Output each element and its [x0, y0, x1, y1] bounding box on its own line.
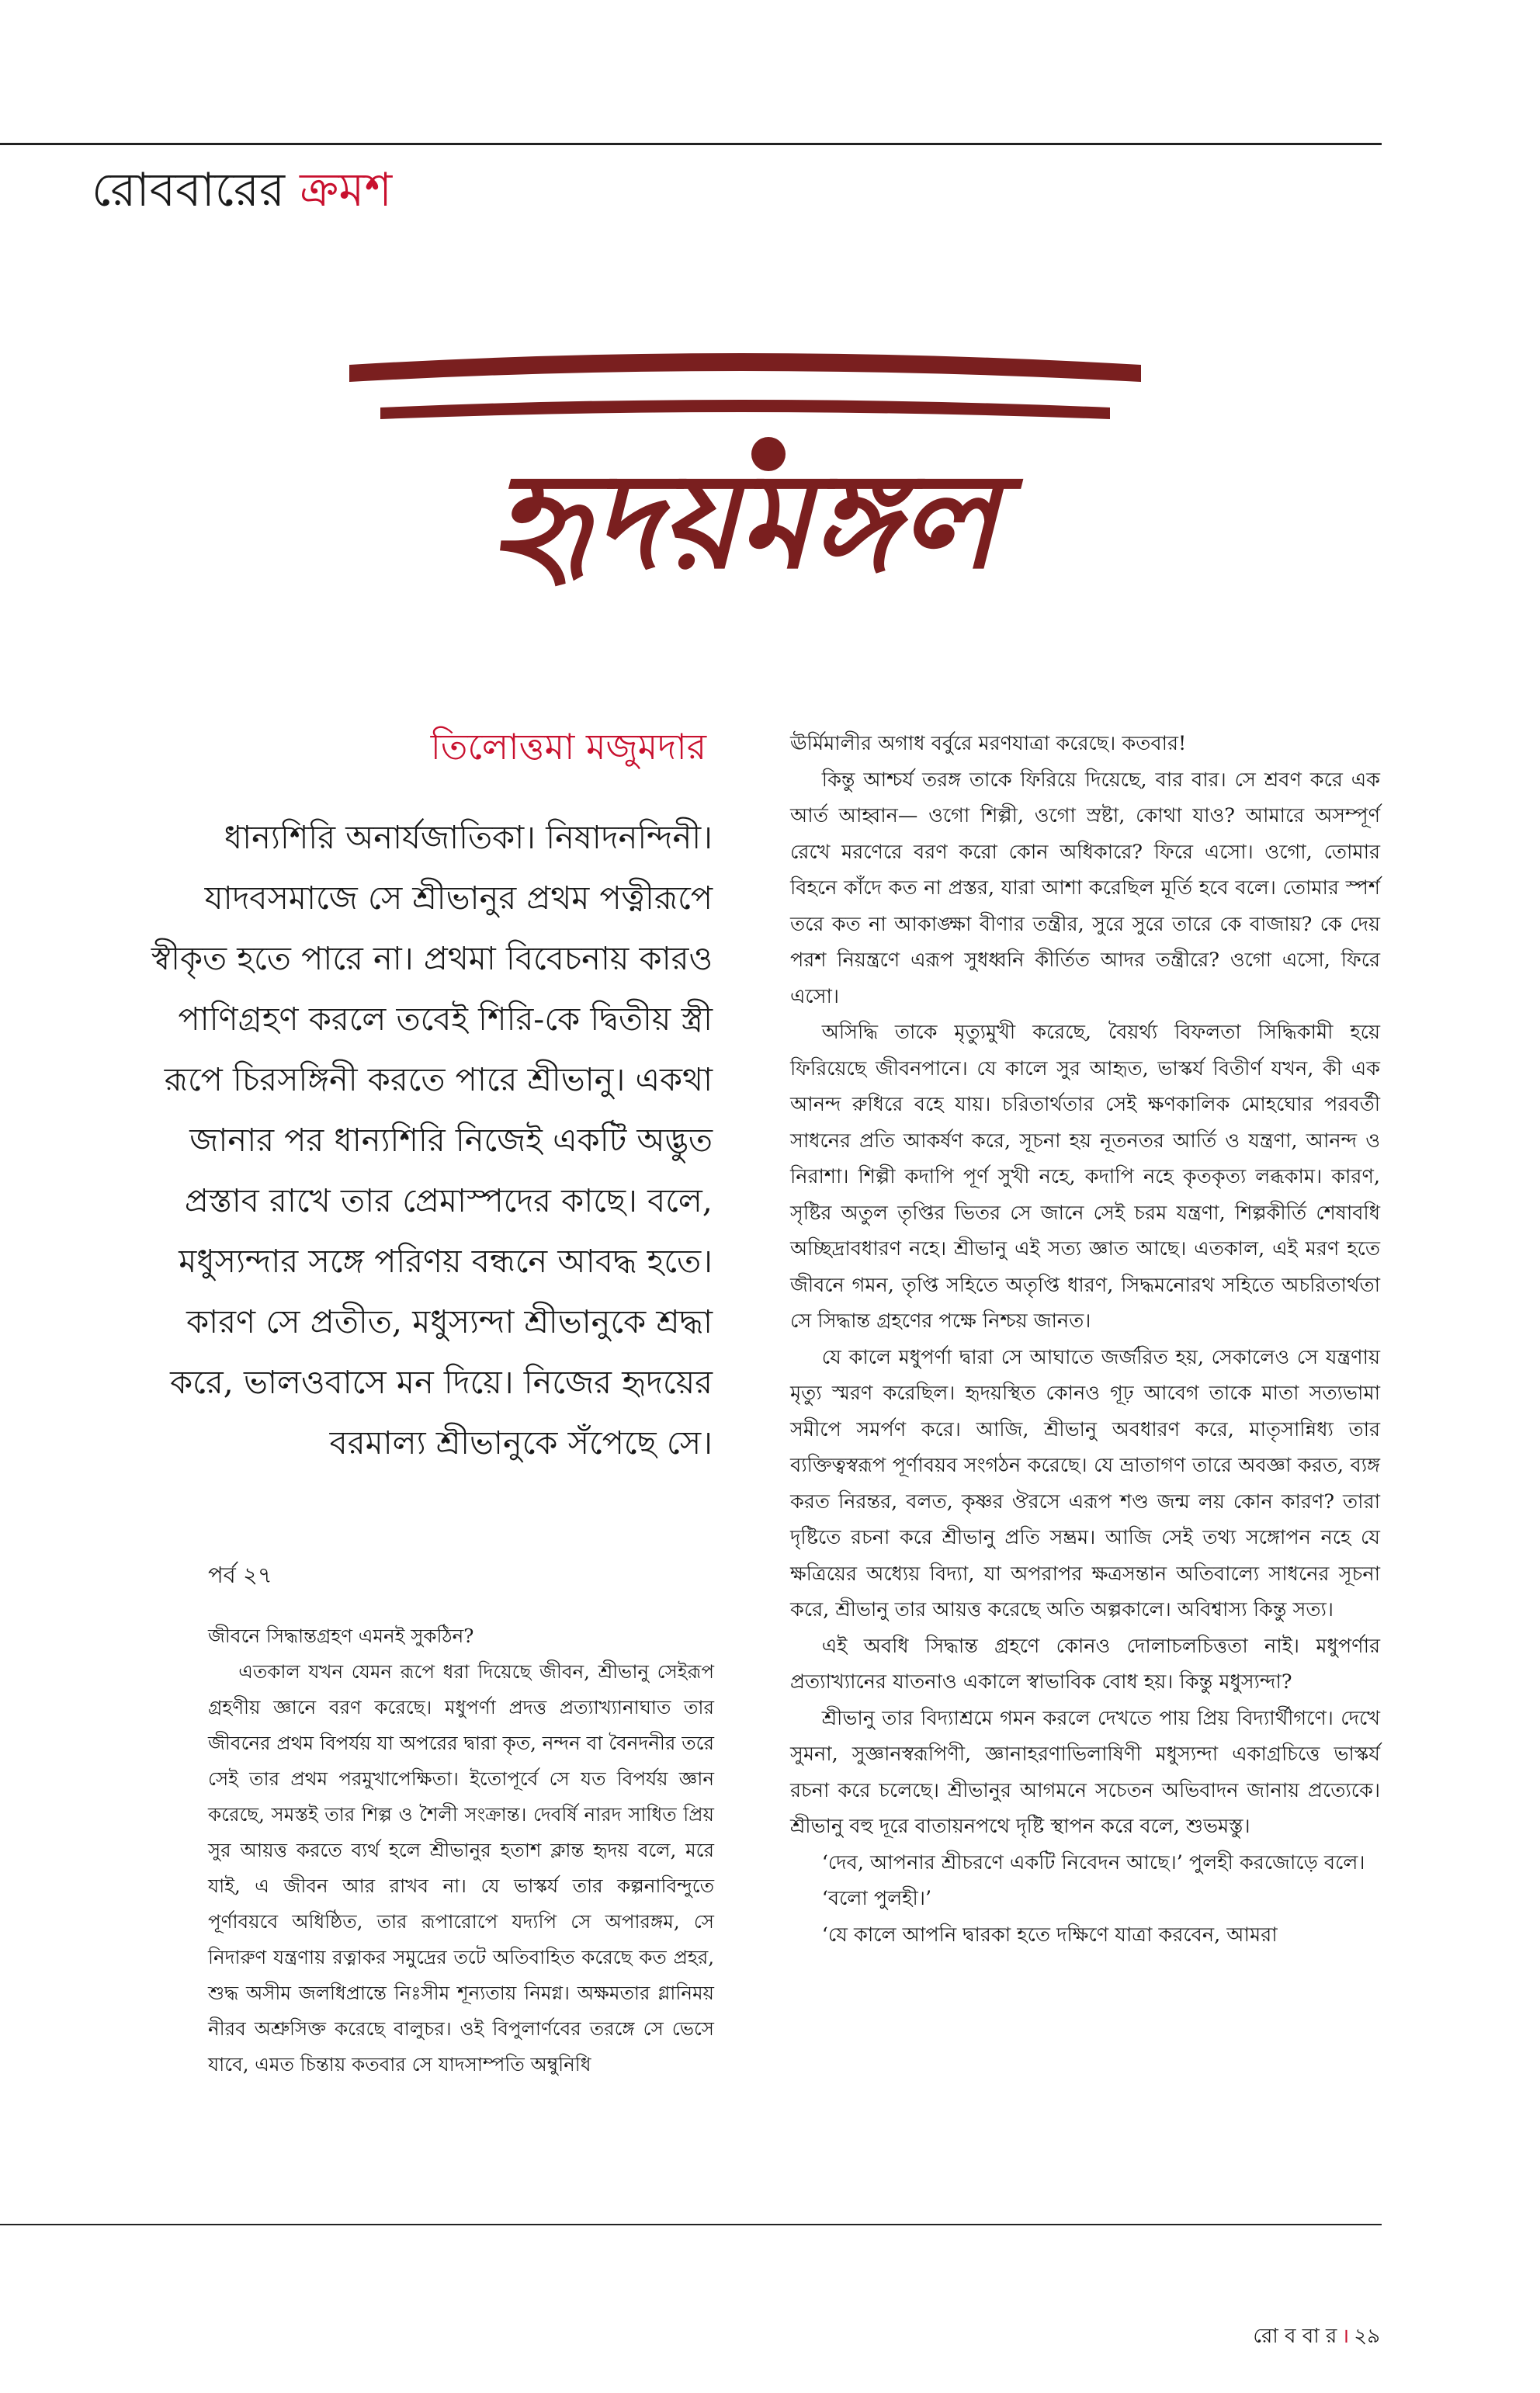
right-paragraph-6: শ্রীভানু তার বিদ্যাশ্রমে গমন করলে দেখতে পায় প্রিয় বিদ্যার্থীগণে। দেখে সুমনা, সুজ্ঞানস্বরূপিণী, জ্ঞানাহরণাভিলাষিণী মধুস্যন্দা একাগ্রচিত্তে ভাস্কর্য রচনা করে চলেছে। শ্রীভানুর আগমনে সচেতন অভিবাদন জানায় প্রত্যেকে। শ্রীভানু বহু দূরে বাতায়নপথে দৃষ্টি স্থাপন করে বলে, শুভমস্তু।: [790, 1706, 1380, 1838]
left-paragraph-1: জীবনে সিদ্ধান্তগ্রহণ এমনই সুকঠিন?: [208, 1625, 474, 1647]
bottom-rule: [0, 2224, 1382, 2225]
top-rule: [0, 143, 1382, 145]
episode-label: পর্ব ২৭: [208, 1562, 272, 1588]
right-paragraph-8: ‘বলো পুলহী।’: [821, 1887, 932, 1910]
masthead-logo-art: [334, 334, 1157, 660]
right-paragraph-5: এই অবধি সিদ্ধান্ত গ্রহণে কোনও দোলাচলচিত্ততা নাই। মধুপর্ণার প্রত্যাখ্যানের যাতনাও একালে স্বাভাবিক বোধ হয়। কিন্তু মধুস্যন্দা?: [790, 1634, 1380, 1694]
right-paragraph-2: কিন্তু আশ্চর্য তরঙ্গ তাকে ফিরিয়ে দিয়েছে, বার বার। সে শ্রবণ করে এক আর্ত আহ্বান— ওগো শিল্পী, ওগো স্রষ্টা, কোথা যাও? আমারে অসম্পূর্ণ রেখে মরণেরে বরণ করো কোন অধিকারে? ফিরে এসো। ওগো, তোমার বিহনে কাঁদে কত না প্রস্তর, যারা আশা করেছিল মূর্তি হবে বলে। তোমার স্পর্শ তরে কত না আকাঙ্ক্ষা বীণার তন্ত্রীর, সুরে সুরে তারে কে বাজায়? কে দেয় পরশ নিয়ন্ত্রণে এরূপ সুধধ্বনি কীর্তিত আদর তন্ত্রীরে? ওগো এসো, ফিরে এসো।: [790, 768, 1380, 1008]
left-paragraph-2: এতকাল যখন যেমন রূপে ধরা দিয়েছে জীবন, শ্রীভানু সেইরূপ গ্রহণীয় জ্ঞানে বরণ করেছে। মধুপর্ণা প্রদত্ত প্রত্যাখ্যানাঘাত তার জীবনের প্রথম বিপর্যয় যা অপরের দ্বারা কৃত, নন্দন বা বৈনদনীর তরে সেই তার প্রথম পরমুখাপেক্ষিতা। ইতোপূর্বে সে যত বিপর্যয় জ্ঞান করেছে, সমস্তই তার শিল্প ও শৈলী সংক্রান্ত। দেবর্ষি নারদ সাধিত প্রিয় সুর আয়ত্ত করতে ব্যর্থ হলে শ্রীভানুর হতাশ ক্লান্ত হৃদয় বলে, মরে যাই, এ জীবন আর রাখব না। যে ভাস্কর্য তার কল্পনাবিন্দুতে পূর্ণাবয়বে অধিষ্ঠিত, তার রূপারোপে যদ্যপি সে অপারঙ্গম, সে নিদারুণ যন্ত্রণায় রত্নাকর সমুদ্রের তটে অতিবাহিত করেছে কত প্রহর, শুদ্ধ অসীম জলধিপ্রান্তে নিঃসীম শূন্যতায় নিমগ্ন। অক্ষমতার গ্লানিময় নীরব অশ্রুসিক্ত করেছে বালুচর। ওই বিপুলার্ণবের তরঙ্গে সে ভেসে যাবে, এমত চিন্তায় কতবার সে যাদসাম্পতি অম্বুনিধি: [208, 1660, 714, 2076]
intro-text: ধান্যশিরি অনার্যজাতিকা। নিষাদনন্দিনী। যাদবসমাজে সে শ্রীভানুর প্রথম পত্নীরূপে স্বীকৃত হতে পারে না। প্রথমা বিবেচনায় কারও পাণিগ্রহণ করলে তবেই শিরি-কে দ্বিতীয় স্ত্রী রূপে চিরসঙ্গিনী করতে পারে শ্রীভানু। একথা জানার পর ধান্যশিরি নিজেই একটি অদ্ভুত প্রস্তাব রাখে তার প্রেমাস্পদের কাছে। বলে, মধুস্যন্দার সঙ্গে পরিণয় বন্ধনে আবদ্ধ হতে। কারণ সে প্রতীত, মধুস্যন্দা শ্রীভানুকে শ্রদ্ধা করে, ভালওবাসে মন দিয়ে। নিজের হৃদয়ের বরমাল্য শ্রীভানুকে সঁপেছে সে।: [151, 818, 713, 1462]
right-paragraph-9: ‘যে কালে আপনি দ্বারকা হতে দক্ষিণে যাত্রা করবেন, আমরা: [821, 1923, 1278, 1947]
intro-blurb: [132, 807, 713, 1473]
section-prefix: রোববারের: [92, 163, 286, 217]
right-paragraph-4: যে কালে মধুপর্ণা দ্বারা সে আঘাতে জর্জরিত হয়, সেকালেও সে যন্ত্রণায় মৃত্যু স্মরণ করেছিল। হৃদয়স্থিত কোনও গূঢ় আবেগ তাকে মাতা সত্যভামা সমীপে সমর্পণ করে। আজি, শ্রীভানু অবধারণ করে, মাতৃসান্নিধ্য তার ব্যক্তিত্বস্বরূপ পূর্ণাবয়ব সংগঠন করেছে। যে ভ্রাতাগণ তারে অবজ্ঞা করত, ব্যঙ্গ করত নিরন্তর, বলত, কৃষ্ণর ঔরসে এরূপ শণ্ড জন্ম লয় কোন কারণ? তারা দৃষ্টিতে রচনা করে শ্রীভানু প্রতি সম্ভ্রম। আজি সেই তথ্য সঙ্গোপন নহে যে ক্ষত্রিয়ের অধ্যেয় বিদ্যা, যা অপরাপর ক্ষত্রসন্তান অতিবাল্যে সাধনের সূচনা করে, শ্রীভানু তার আয়ত্ত করেছে অতি অল্পকালে। অবিশ্বাস্য কিন্তু সত্য।: [790, 1345, 1380, 1621]
article-right-column: [790, 726, 1380, 1953]
page-number: ২৯: [1354, 2325, 1380, 2348]
masthead-logo: [334, 334, 1157, 660]
masthead-title: হৃদয়মঙ্গল: [492, 443, 998, 598]
section-header: [92, 159, 392, 221]
right-paragraph-7: ‘দেব, আপনার শ্রীচরণে একটি নিবেদন আছে।’ পুলহী করজোড়ে বলে।: [821, 1850, 1365, 1875]
right-paragraph-1: ঊর্মিমালীর অগাধ বর্বুরে মরণযাত্রা করেছে। কতবার!: [790, 732, 1187, 755]
folio-separator: ।: [1341, 2325, 1350, 2348]
right-paragraph-3: অসিদ্ধি তাকে মৃত্যুমুখী করেছে, বৈয়র্থ্য বিফলতা সিদ্ধিকামী হয়ে ফিরিয়েছে জীবনপানে। যে কালে সুর আহৃত, ভাস্কর্য বিতীর্ণ যখন, কী এক আনন্দ রুধিরে বহে যায়। চরিতার্থতার সেই ক্ষণকালিক মোহঘোর পরবর্তী সাধনের প্রতি আকর্ষণ করে, সূচনা হয় নূতনতর আর্তি ও যন্ত্রণা, আনন্দ ও নিরাশা। শিল্পী কদাপি পূর্ণ সুখী নহে, কদাপি নহে কৃতকৃত্য লব্ধকাম। কারণ, সৃষ্টির অতুল তৃপ্তির ভিতর সে জানে সেই চরম যন্ত্রণা, শিল্পকীর্তি শেষাবধি অচ্ছিদ্রাবধারণ নহে। শ্রীভানু এই সত্য জ্ঞাত আছে। এতকাল, এই মরণ হতে জীবনে গমন, তৃপ্তি সহিতে অতৃপ্তি ধারণ, সিদ্ধমনোরথ সহিতে অচরিতার্থতা সে সিদ্ধান্ত গ্রহণের পক্ষে নিশ্চয় জানত।: [790, 1021, 1380, 1333]
section-accent: ক্রমশ: [300, 163, 393, 217]
folio-publication: রো ব বা র: [1253, 2325, 1337, 2348]
author-name: তিলোত্তমা মজুমদার: [430, 726, 706, 768]
page-folio: [1242, 2321, 1380, 2352]
article-left-column: [208, 1618, 714, 2083]
